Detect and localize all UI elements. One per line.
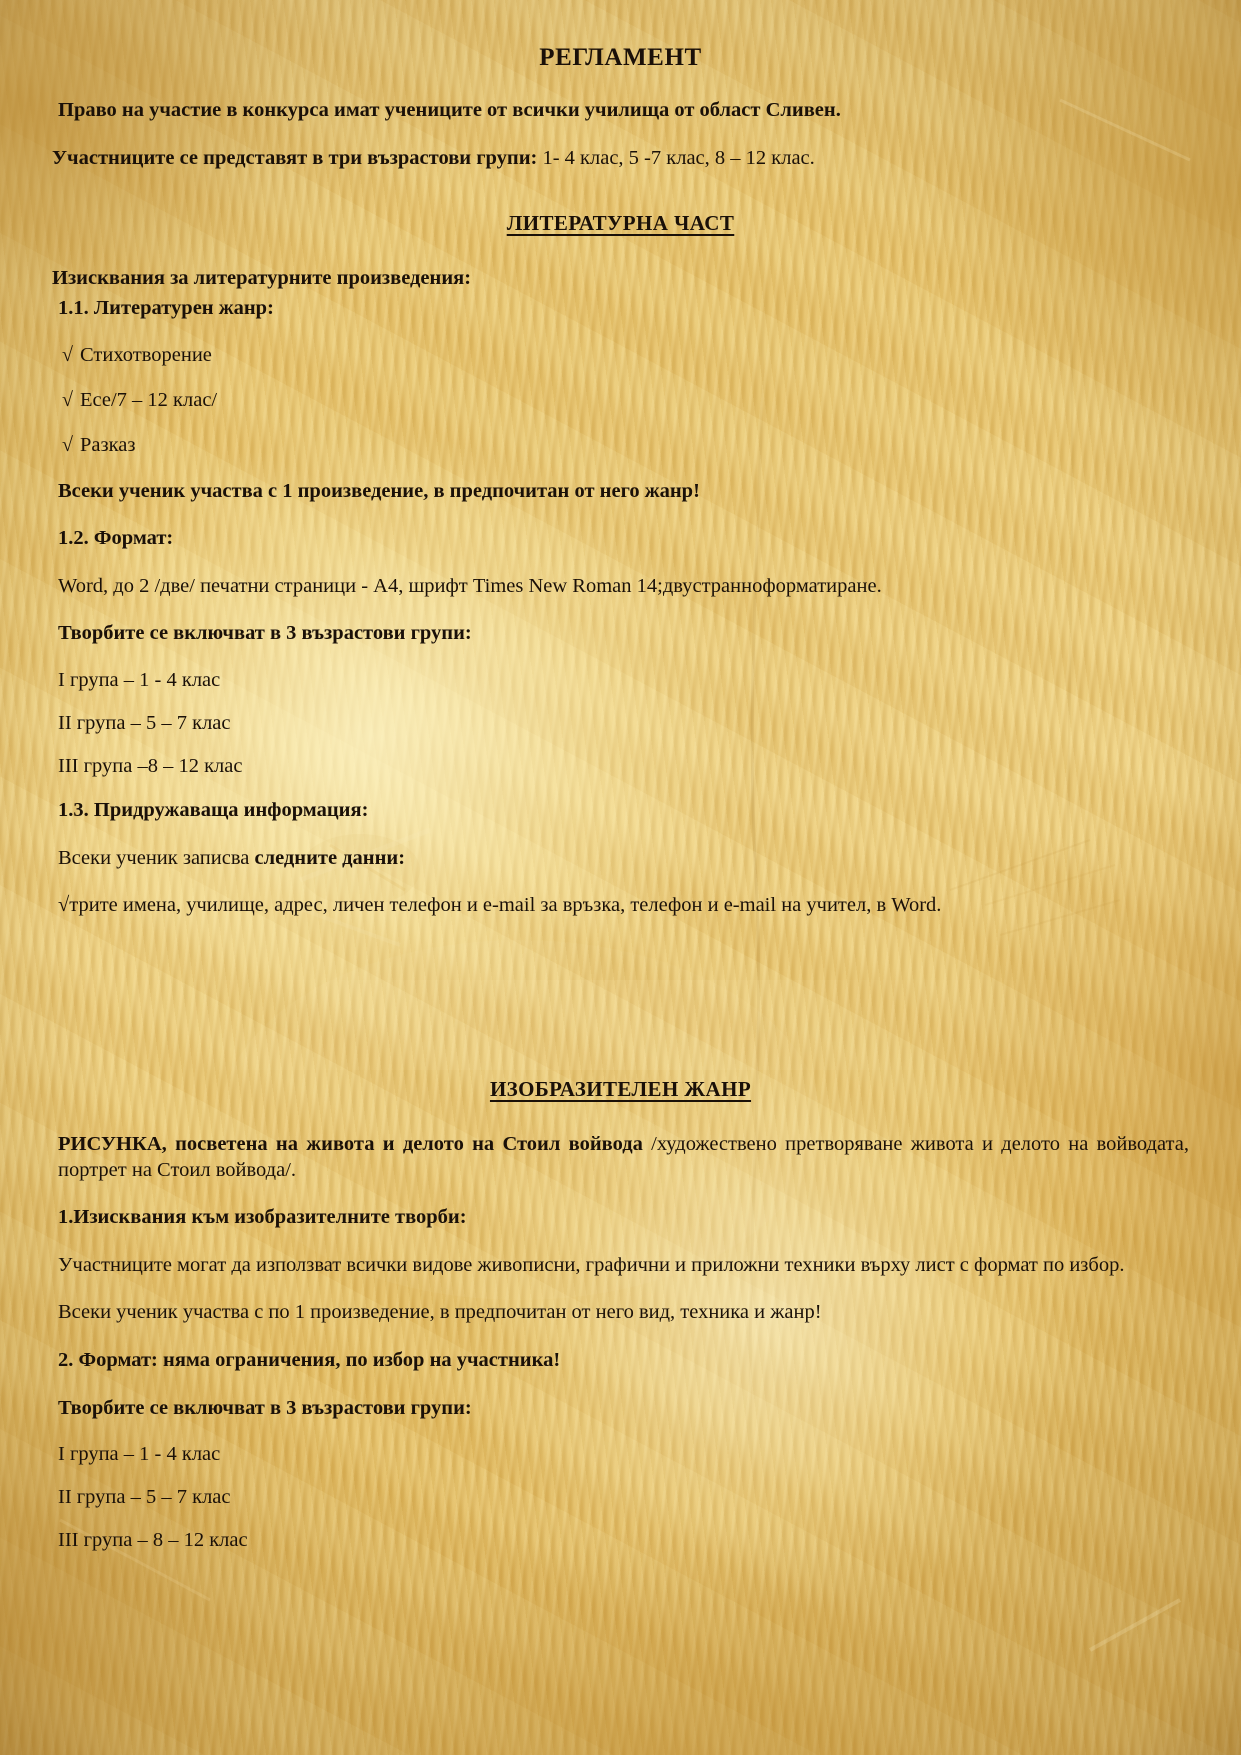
visual-techniques-text: Участниците могат да използват всички видове живописни, графични и приложни техники върху лист с формат по избор.: [58, 1253, 1125, 1276]
intro-groups-label: Участниците се представят в три възрастови групи:: [52, 146, 538, 169]
visual-drawing-description: [52, 1132, 1189, 1183]
list-item: [52, 434, 1189, 457]
intro-paragraph-2: [52, 146, 1189, 172]
visual-group-2: II група – 5 – 7 клас: [58, 1486, 231, 1509]
intro-groups-value: 1- 4 клас, 5 -7 клас, 8 – 12 клас.: [537, 146, 815, 169]
literary-extra-info-label: 1.3. Придружаваща информация:: [58, 799, 369, 821]
list-item-label: Разказ: [79, 433, 136, 456]
list-item: [52, 389, 1189, 412]
literary-records-detail: [52, 893, 1189, 919]
visual-format-label: 2. Формат: няма ограничения, по избор на участника!: [58, 1349, 561, 1371]
visual-drawing-subject: , посветена на живота и делото на Стоил войвода: [161, 1132, 652, 1155]
visual-group-3: III група – 8 – 12 клас: [58, 1529, 248, 1552]
visual-drawing-detail: /художествено претворяване живота и делото на войводата, портрет на Стоил войвода/.: [58, 1132, 1189, 1181]
checkmark-icon: √: [62, 343, 73, 366]
visual-requirements-label: 1.Изисквания към изобразителните творби:: [58, 1206, 467, 1229]
section-heading-literary: ЛИТЕРАТУРНА ЧАСТ: [506, 211, 735, 236]
list-item-label: Есе/7 – 12 клас/: [79, 388, 218, 411]
literary-format-label: 1.2. Формат:: [58, 527, 174, 550]
literary-group-1: I група – 1 - 4 клас: [58, 669, 221, 691]
visual-groups-label: Творбите се включват в 3 възрастови групи:: [58, 1396, 472, 1419]
records-regular-text: Всеки ученик записва: [58, 846, 255, 869]
literary-group-3: III група –8 – 12 клас: [58, 755, 243, 777]
checkmark-icon: √: [58, 894, 70, 917]
list-item: [52, 344, 1189, 367]
literary-group-2: II група – 5 – 7 клас: [58, 712, 231, 734]
records-detail-text: трите имена, училище, адрес, личен телефон и e-mail за връзка, телефон и e-mail на учител, в Word.: [69, 894, 942, 917]
literary-format-text: Word, до 2 /две/ печатни страници - A4, шрифт Times New Roman 14;двустранноформатиране.: [58, 574, 882, 597]
section-heading-visual: ИЗОБРАЗИТЕЛЕН ЖАНР: [489, 1076, 752, 1101]
visual-group-1: I група – 1 - 4 клас: [58, 1443, 221, 1466]
checkmark-icon: √: [62, 433, 73, 456]
literary-requirements-label: Изисквания за литературните произведения:: [52, 267, 472, 290]
records-bold-text: следните данни:: [254, 846, 406, 869]
intro-paragraph-1: Право на участие в конкурса имат учениците от всички училища от област Сливен.: [58, 99, 841, 121]
literary-groups-label: Творбите се включват в 3 възрастови групи:: [58, 622, 472, 645]
page-title: РЕГЛАМЕНТ: [539, 44, 702, 71]
section-spacer: [52, 941, 1189, 1037]
literary-records-line: [52, 846, 1189, 872]
list-item-label: Стихотворение: [79, 343, 212, 366]
checkmark-icon: √: [62, 388, 73, 411]
literary-genre-label: 1.1. Литературен жанр:: [58, 296, 274, 319]
visual-drawing-keyword: РИСУНКА: [58, 1132, 162, 1155]
literary-one-work-note: Всеки ученик участва с 1 произведение, в предпочитан от него жанр!: [58, 479, 700, 502]
visual-one-work-note: Всеки ученик участва с по 1 произведение, в предпочитан от него вид, техника и жанр!: [58, 1301, 822, 1324]
